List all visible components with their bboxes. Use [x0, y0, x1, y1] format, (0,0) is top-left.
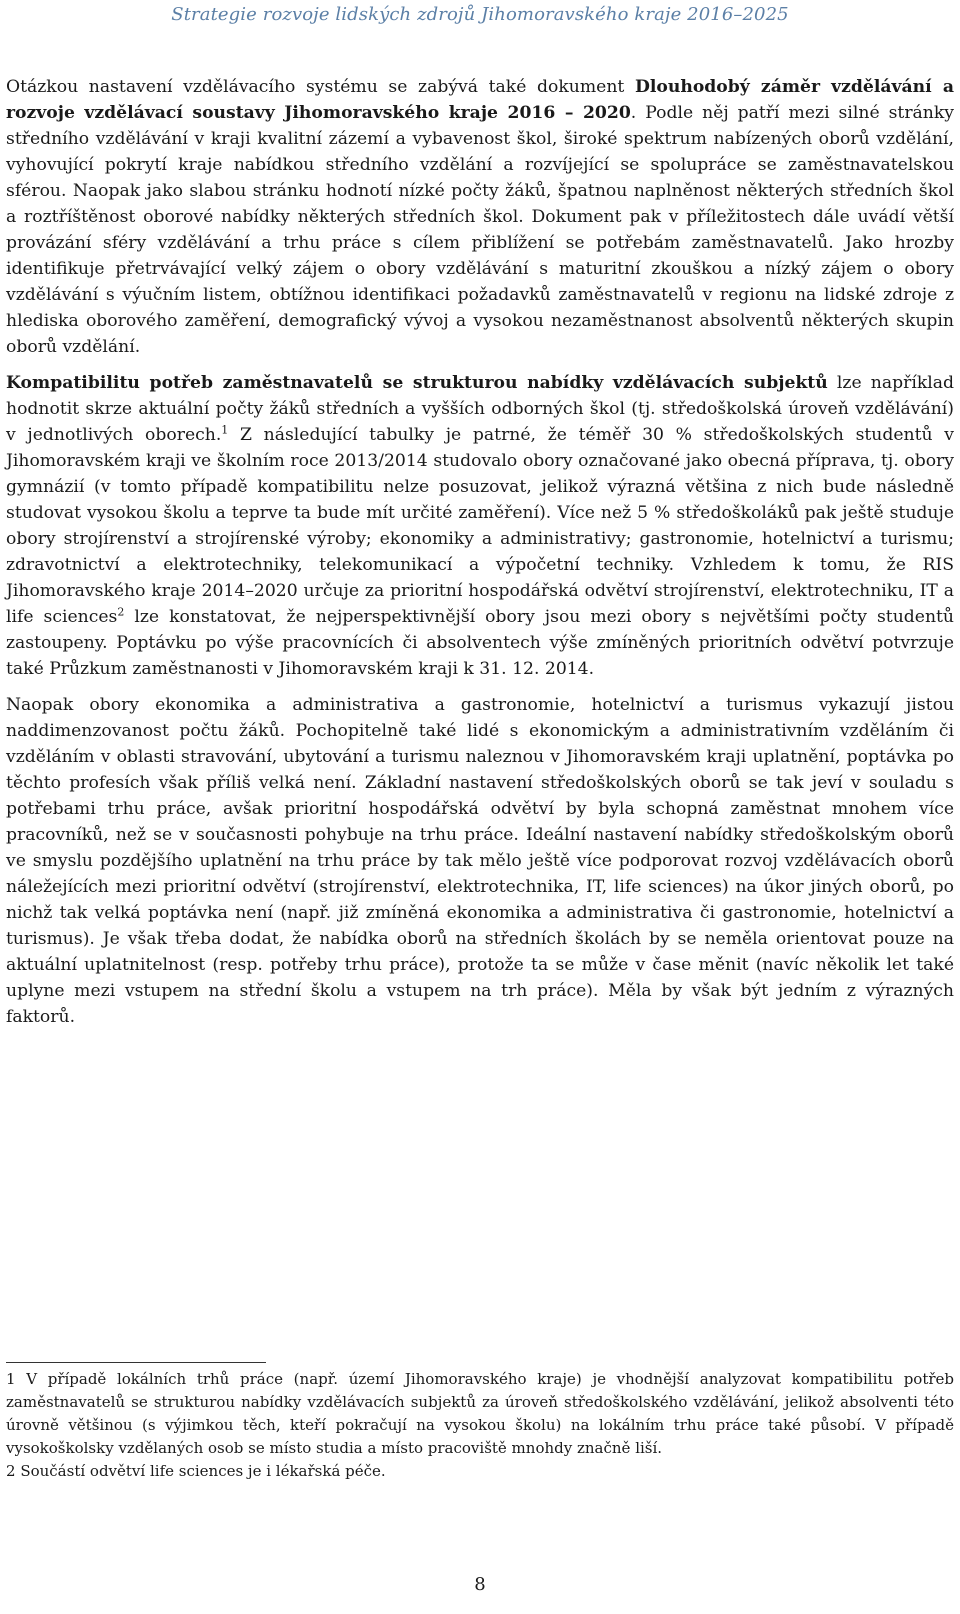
- paragraph-text: lze konstatovat, že nejperspektivnější obory jsou mezi obory s největšími počty studentů zastoupeny. Poptávku po výše pracovnících či absolventech výše zmíněných prioritních odvětví potvrzuje také Průzkum zaměstnanosti v Jihomoravském kraji k 31. 12. 2014.: [6, 607, 955, 679]
- section-emphasis: Kompatibilitu potřeb zaměstnavatelů se strukturou nabídky vzdělávacích subjektů: [6, 373, 828, 393]
- page-number: 8: [474, 1574, 486, 1595]
- paragraph-text: Z následující tabulky je patrné, že téměř 30 % středoškolských studentů v Jihomoravském kraji ve školním roce 2013/2014 studovalo obory označované jako obecná příprava, tj. obory gymnázií (v tomto případě kompatibilitu nelze posuzovat, jelikož výrazná většina z nich bude následně studovat vysokou školu a teprve ta bude mít určité zaměření). Více než 5 % středoškoláků pak ještě studuje obory strojírenství a strojírenské výroby; ekonomiky a administrativy; gastronomie, hotelnictví a turismu; zdravotnictví a elektrotechniky, telekomunikací a výpočetní techniky. Vzhledem k tomu, že RIS Jihomoravského kraje 2014–2020 určuje za prioritní hospodářská odvětví strojírenství, elektrotechniku, IT a life sciences: [6, 425, 954, 627]
- paragraph-compatibility: [6, 370, 954, 682]
- paragraph-text: Naopak obory ekonomika a administrativa a gastronomie, hotelnictví a turismus vykazují jistou naddimenzovanost počtu žáků. Pochopitelně také lidé s ekonomickým a administrativním vzděláním či vzděláním v oblasti stravování, ubytování a turismu naleznou v Jihomoravském kraji uplatnění, poptávka po těchto profesích však příliš velká není. Základní nastavení středoškolských oborů se tak jeví v souladu s potřebami trhu práce, avšak prioritní hospodářská odvětví by byla schopná zaměstnat mnohem více pracovníků, než se v současnosti pohybuje na trhu práce. Ideální nastavení nabídky středoškolským oborů ve smyslu pozdějšího uplatnění na trhu práce by tak mělo ještě více podporovat rozvoj vzdělávacích oborů náležejících mezi prioritní odvětví (strojírenství, elektrotechnika, IT, life sciences) na úkor jiných oborů, po nichž tak velká poptávka není (např. již zmíněná ekonomika a administrativa či gastronomie, hotelnictví a turismus). Je však třeba dodat, že nabídka oborů na středních školách by se neměla orientovat pouze na aktuální uplatnitelnost (resp. potřeby trhu práce), protože ta se může v čase měnit (navíc několik let také uplyne mezi vstupem na střední školu a vstupem na trh práce). Měla by však být jedním z výrazných faktorů.: [6, 695, 954, 1027]
- document-body: [6, 74, 954, 1040]
- footnote-text: V případě lokálních trhů práce (např. území Jihomoravského kraje) je vhodnější analyzovat kompatibilitu potřeb zaměstnavatelů se strukturou nabídky vzdělávacích subjektů za úroveň středoškolského vzdělávání, jelikož absolventi této úrovně většinou (s výjimkou těch, kteří pokračují na vysokou školu) na lokálním trhu práce také působí. V případě vysokoškolsky vzdělaných osob se místo studia a místo pracoviště mnohdy značně liší.: [6, 1370, 954, 1457]
- paragraph-text: Otázkou nastavení vzdělávacího systému se zabývá také dokument: [6, 77, 635, 97]
- footnote-2: [6, 1460, 954, 1483]
- footnotes: [6, 1368, 954, 1483]
- document-title-emphasis: Dlouhodobý záměr vzdělávání a rozvoje vzdělávací soustavy Jihomoravského kraje 2016 – 2020: [6, 77, 954, 123]
- paragraph-text: lze například hodnotit skrze aktuální počty žáků středních a vyšších odborných škol (tj. středoškolská úroveň vzdělávání) v jednotlivých oborech.: [6, 373, 954, 445]
- footnote-ref-2[interactable]: 2: [117, 605, 125, 619]
- footnote-mark: 1: [6, 1370, 16, 1388]
- paragraph-text: . Podle něj patří mezi silné stránky středního vzdělávání v kraji kvalitní zázemí a vybavenost škol, široké spektrum nabízených oborů vzdělání, vyhovující pokrytí kraje nabídkou středního vzdělání a rozvíjející se spolupráce se zaměstnavatelskou sférou. Naopak jako slabou stránku hodnotí nízké počty žáků, špatnou naplněnost některých středních škol a roztříštěnost oborové nabídky některých středních škol. Dokument pak v příležitostech dále uvádí větší provázání sféry vzdělávání a trhu práce s cílem přiblížení se potřebám zaměstnavatelů. Jako hrozby identifikuje přetrvávající velký zájem o obory vzdělávání s maturitní zkouškou a nízký zájem o obory vzdělávání s výučním listem, obtížnou identifikaci požadavků zaměstnavatelů v regionu na lidské zdroje z hlediska oborového zaměření, demografický vývoj a vysokou nezaměstnanost absolventů některých skupin oborů vzdělání.: [6, 103, 954, 357]
- footnote-ref-1[interactable]: 1: [221, 423, 229, 437]
- footnote-1: [6, 1368, 954, 1460]
- footnote-divider: [6, 1362, 266, 1363]
- footnote-mark: 2: [6, 1462, 16, 1480]
- footnote-text: Součástí odvětví life sciences je i lékařská péče.: [15, 1462, 386, 1480]
- paragraph-oversupply: [6, 692, 954, 1030]
- running-header: Strategie rozvoje lidských zdrojů Jihomoravského kraje 2016–2025: [171, 4, 789, 25]
- paragraph-long-term-plan: [6, 74, 954, 360]
